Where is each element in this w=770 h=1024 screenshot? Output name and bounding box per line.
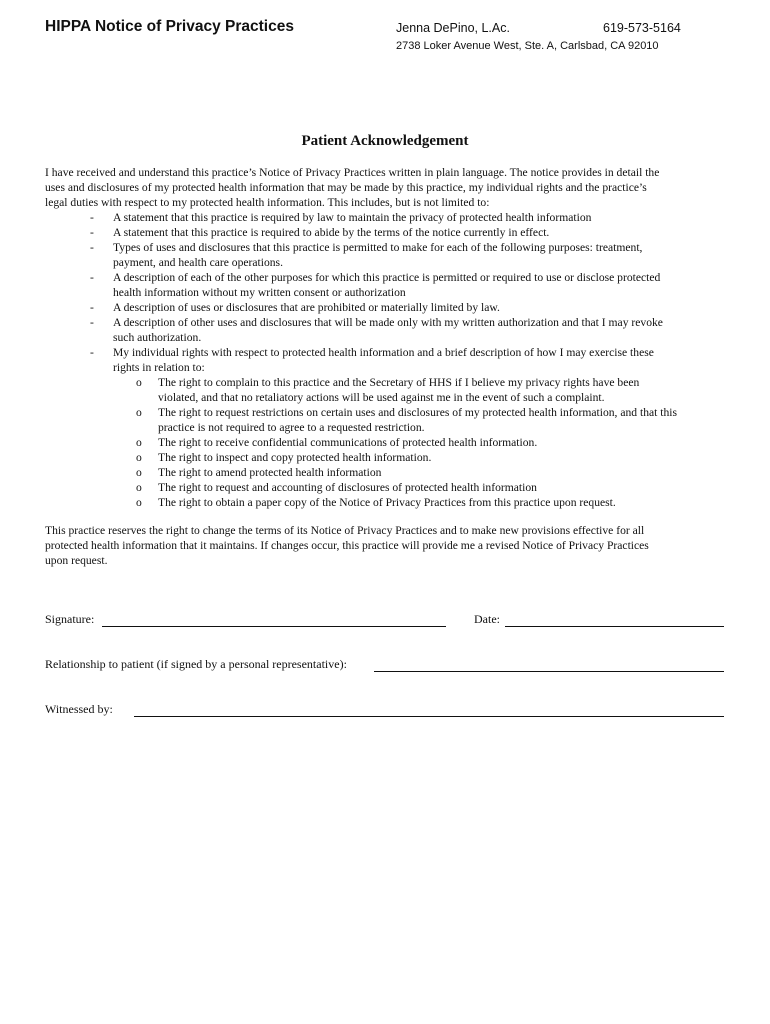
provider-address: 2738 Loker Avenue West, Ste. A, Carlsbad, CA 92010 [396, 40, 659, 52]
rights-item-line: The right to request and accounting of disclosures of protected health information [158, 481, 537, 494]
closing-paragraph [45, 523, 735, 568]
dash-marker: - [90, 301, 94, 314]
rights-item-line: The right to complain to this practice and the Secretary of HHS if I believe my privacy rights have been [158, 376, 640, 389]
rights-item-line: The right to amend protected health information [158, 466, 382, 479]
list-item-line: A description of uses or disclosures that are prohibited or materially limited by law. [113, 301, 500, 314]
document-title: HIPPA Notice of Privacy Practices [45, 18, 294, 35]
dash-marker: - [90, 211, 94, 224]
list-item [45, 210, 735, 225]
disclosure-list [45, 210, 735, 510]
circle-marker: o [136, 436, 142, 449]
provider-phone: 619-573-5164 [603, 21, 681, 35]
dash-marker: - [90, 271, 94, 284]
list-item-line: rights in relation to: [113, 361, 205, 374]
circle-marker: o [136, 466, 142, 479]
list-item-line: Types of uses and disclosures that this practice is permitted to make for each of the following purposes: treatment, [113, 241, 643, 254]
list-item-line: such authorization. [113, 331, 202, 344]
rights-item-line: violated, and that no retaliatory actions will be used against me in the event of such a complaint. [158, 391, 605, 404]
acknowledgement-heading: Patient Acknowledgement [301, 133, 469, 149]
circle-marker: o [136, 481, 142, 494]
list-item-line: A statement that this practice is required to abide by the terms of the notice currently in effect. [113, 226, 550, 239]
dash-marker: - [90, 226, 94, 239]
list-item-line: A description of each of the other purposes for which this practice is permitted or required to use or disclose protected [113, 271, 661, 284]
intro-line: I have received and understand this practice’s Notice of Privacy Practices written in plain language. The notice provides in detail the [45, 166, 660, 179]
date-label: Date: [474, 612, 500, 626]
closing-line: protected health information that it maintains. If changes occur, this practice will provide me a revised Notice of Privacy Practices [45, 539, 649, 552]
list-item [45, 270, 735, 300]
dash-marker: - [90, 316, 94, 329]
list-item-line: health information without my written consent or authorization [113, 286, 406, 299]
circle-marker: o [136, 451, 142, 464]
intro-line: legal duties with respect to my protected health information. This includes, but is not limited to: [45, 196, 490, 209]
dash-marker: - [90, 241, 94, 254]
dash-marker: - [90, 346, 94, 359]
circle-marker: o [136, 406, 142, 419]
date-line [505, 614, 724, 627]
rights-item-line: practice is not required to agree to a requested restriction. [158, 421, 425, 434]
list-item-line: A statement that this practice is required by law to maintain the privacy of protected health information [113, 211, 592, 224]
relationship-label: Relationship to patient (if signed by a personal representative): [45, 657, 347, 671]
rights-item [45, 480, 735, 495]
rights-item [45, 435, 735, 450]
date-field[interactable] [505, 614, 724, 632]
circle-marker: o [136, 376, 142, 389]
signature-label: Signature: [45, 612, 95, 626]
relationship-line [374, 659, 724, 672]
signature-field[interactable] [102, 614, 446, 632]
witness-line [134, 704, 724, 717]
rights-item-line: The right to request restrictions on certain uses and disclosures of my protected health information, and that this [158, 406, 678, 419]
list-item-line: payment, and health care operations. [113, 256, 283, 269]
intro-paragraph [45, 165, 735, 210]
circle-marker: o [136, 496, 142, 509]
closing-line: This practice reserves the right to change the terms of its Notice of Privacy Practices and to make new provisions effective for all [45, 524, 645, 537]
list-item [45, 345, 735, 375]
signature-line [102, 614, 446, 627]
witness-field[interactable] [134, 704, 724, 722]
intro-line: uses and disclosures of my protected health information that may be made by this practice, my individual rights and the practice’s [45, 181, 647, 194]
list-item [45, 315, 735, 345]
list-item [45, 240, 735, 270]
rights-item [45, 375, 735, 405]
rights-item [45, 495, 735, 510]
provider-name: Jenna DePino, L.Ac. [396, 21, 510, 35]
relationship-field[interactable] [374, 659, 724, 677]
closing-line: upon request. [45, 554, 108, 567]
rights-item-line: The right to obtain a paper copy of the Notice of Privacy Practices from this practice upon request. [158, 496, 616, 509]
list-item-line: A description of other uses and disclosures that will be made only with my written authorization and that I may revoke [113, 316, 663, 329]
rights-item-line: The right to inspect and copy protected health information. [158, 451, 432, 464]
list-item-line: My individual rights with respect to protected health information and a brief description of how I may exercise these [113, 346, 654, 359]
rights-item [45, 405, 735, 435]
list-item [45, 225, 735, 240]
list-item [45, 300, 735, 315]
rights-item [45, 450, 735, 465]
witness-label: Witnessed by: [45, 702, 113, 716]
rights-item-line: The right to receive confidential communications of protected health information. [158, 436, 538, 449]
rights-item [45, 465, 735, 480]
